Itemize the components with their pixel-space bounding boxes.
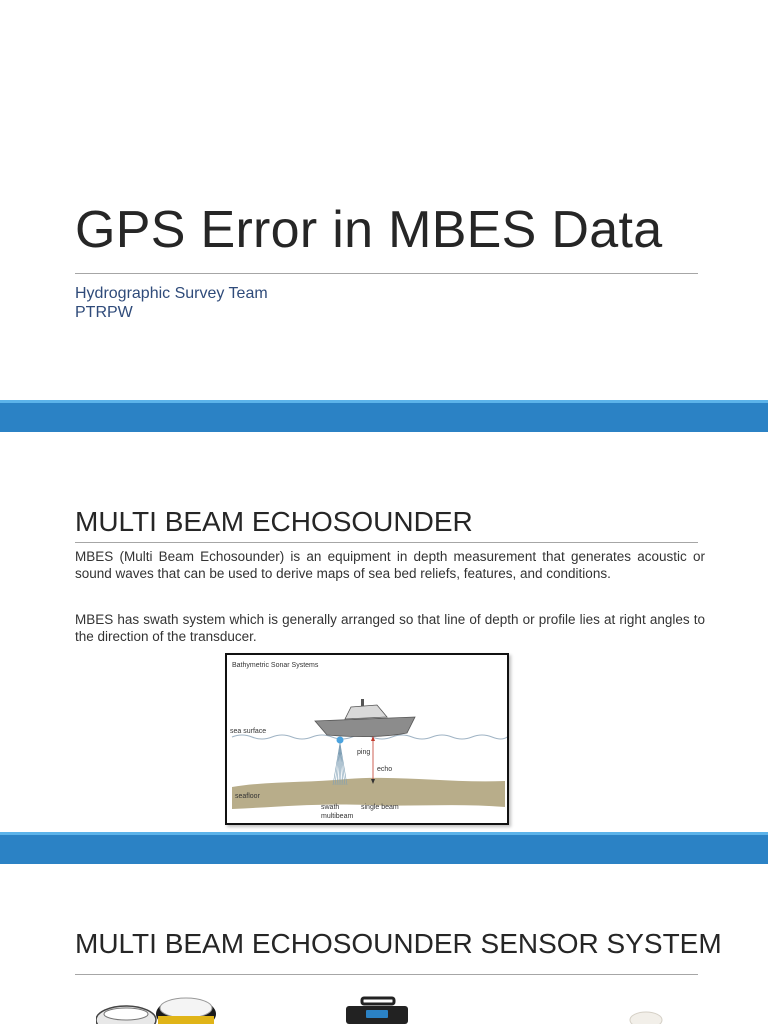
label-swath: swath bbox=[321, 804, 340, 811]
sensor-system-slide bbox=[0, 864, 768, 1024]
boat-icon bbox=[315, 717, 415, 737]
slide-heading: MULTI BEAM ECHOSOUNDER bbox=[75, 506, 473, 537]
transducer-sensor-icon bbox=[624, 1004, 664, 1024]
label-echo: echo bbox=[377, 766, 393, 773]
boat-mast-icon bbox=[361, 699, 364, 706]
slide-separator bbox=[0, 832, 768, 864]
slide-subtitle bbox=[75, 284, 268, 322]
heading-divider bbox=[75, 974, 698, 975]
label-ping: ping bbox=[357, 749, 371, 756]
sonar-diagram bbox=[225, 653, 509, 825]
title-divider bbox=[75, 273, 698, 274]
mbes-slide bbox=[0, 432, 768, 832]
boat-cabin-icon bbox=[345, 705, 387, 719]
subtitle-org: PTRPW bbox=[75, 304, 133, 321]
motion-sensor-icon bbox=[344, 996, 410, 1024]
slide-title: GPS Error in MBES Data bbox=[75, 201, 663, 259]
label-seafloor: seafloor bbox=[235, 793, 260, 800]
label-sea-surface: sea surface bbox=[230, 728, 267, 735]
swath-beams bbox=[333, 743, 347, 785]
diagram-caption: Bathymetric Sonar Systems bbox=[232, 662, 319, 669]
title-slide bbox=[0, 0, 768, 400]
gps-antenna-icon bbox=[96, 990, 216, 1024]
slide-heading: MULTI BEAM ECHOSOUNDER SENSOR SYSTEM bbox=[75, 928, 722, 959]
slide-separator bbox=[0, 400, 768, 432]
paragraph-definition: MBES (Multi Beam Echosounder) is an equipment in depth measurement that generates acoustic or sound waves that can be used to derive maps of sea bed reliefs, features, and conditions. bbox=[75, 549, 705, 581]
heading-divider bbox=[75, 542, 698, 543]
label-single-beam: single beam bbox=[361, 804, 399, 811]
transducer-icon bbox=[337, 737, 344, 744]
paragraph-swath: MBES has swath system which is generally arranged so that line of depth or profile lies at right angles to the direction of the transducer. bbox=[75, 612, 705, 644]
label-multibeam: multibeam bbox=[321, 813, 354, 820]
subtitle-team: Hydrographic Survey Team bbox=[75, 285, 268, 302]
